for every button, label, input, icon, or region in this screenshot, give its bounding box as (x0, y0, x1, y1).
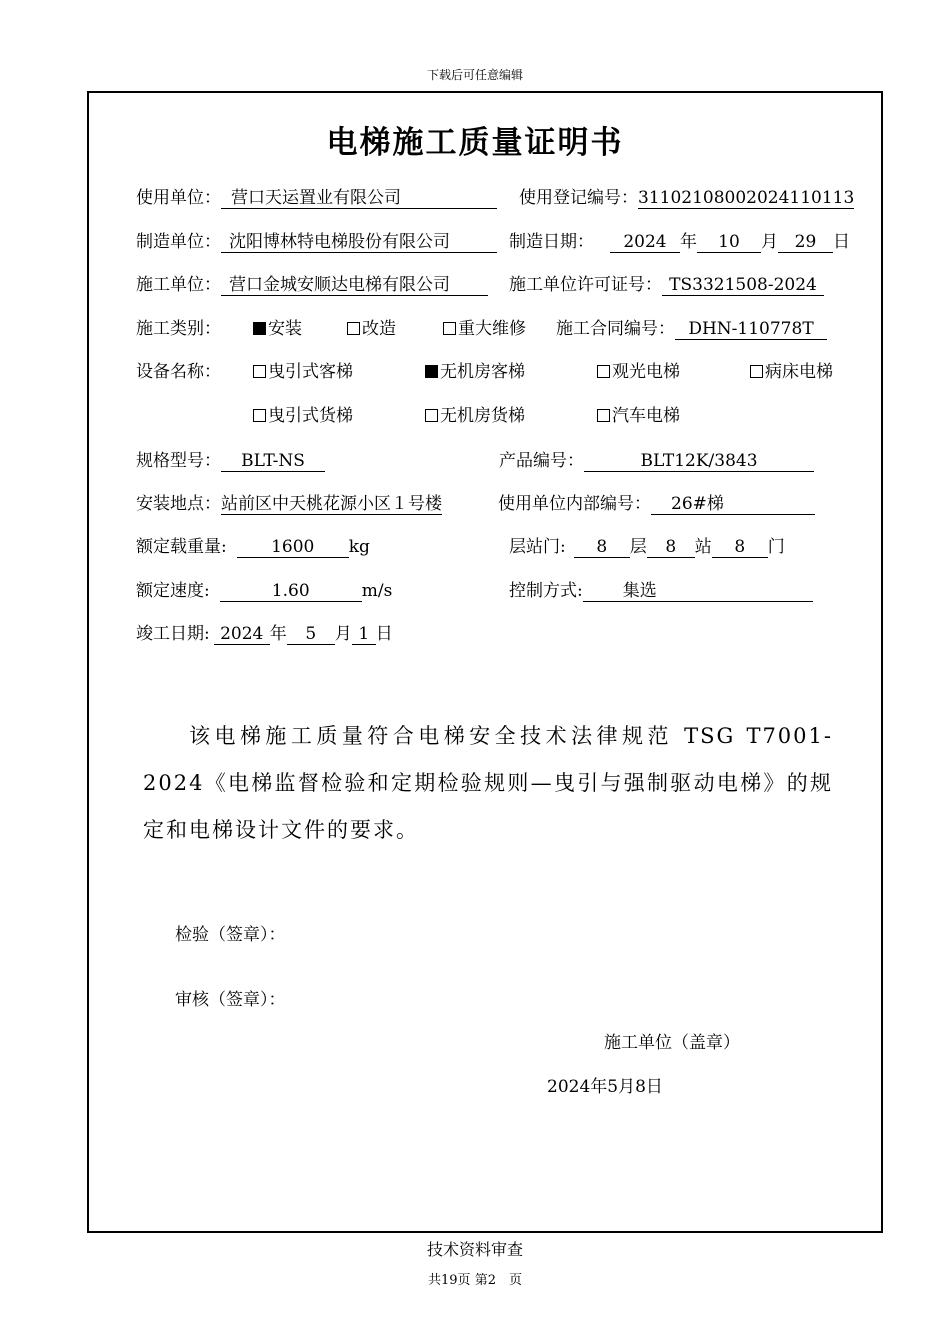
done-label: 竣工日期: (136, 624, 210, 644)
internal-value: 26#梯 (651, 494, 815, 515)
done-year: 2024 (214, 624, 270, 645)
product-value: BLT12K/3843 (584, 451, 814, 472)
site-value: 站前区中天桃花源小区１号楼 (221, 494, 442, 514)
header-note: 下载后可任意编辑 (426, 68, 523, 82)
checkbox-empty-icon (750, 365, 763, 378)
row-user (136, 186, 497, 210)
checkbox-empty-icon (347, 322, 360, 335)
done-month: 5 (287, 624, 335, 645)
year-char: 年 (269, 624, 287, 644)
row-load (136, 535, 370, 559)
control-value: 集选 (583, 581, 813, 602)
statement-text: 该电梯施工质量符合电梯安全技术法律规范 TSG T7001-2024《电梯监督检验和定期检验规则—曳引与强制驱动电梯》的规定和电梯设计文件的要求。 (143, 724, 833, 842)
device-option-mrl-passenger[interactable]: 无机房客梯 (425, 360, 525, 384)
document-frame (87, 91, 883, 1233)
floor-char: 层 (629, 537, 647, 557)
checkbox-empty-icon (597, 365, 610, 378)
mfg-year: 2024 (610, 232, 680, 253)
floors-field (509, 535, 785, 559)
contract-label: 施工合同编号： (556, 319, 675, 339)
checkbox-checked-icon (425, 365, 438, 378)
device-option-mrl-freight[interactable]: 无机房货梯 (425, 404, 525, 428)
row-type (136, 317, 221, 341)
checkbox-empty-icon (253, 409, 266, 422)
device-label: 设备名称： (136, 362, 221, 382)
row-builder (136, 273, 488, 297)
checkbox-empty-icon (425, 409, 438, 422)
load-unit: kg (348, 537, 370, 557)
type-option-install[interactable]: 安装 (253, 317, 302, 341)
mfg-date-field (509, 230, 850, 254)
month-char: 月 (761, 232, 778, 252)
type-option-repair[interactable]: 重大维修 (443, 317, 526, 341)
control-label: 控制方式: (509, 581, 583, 601)
control-field (509, 579, 813, 603)
license-field (509, 273, 824, 297)
row-device (136, 360, 221, 384)
user-value: 营口天运置业有限公司 (221, 188, 497, 209)
device-option-traction-passenger[interactable]: 曳引式客梯 (253, 360, 353, 384)
checkbox-checked-icon (253, 322, 266, 335)
row-done (136, 622, 393, 646)
mfg-month: 10 (697, 232, 761, 253)
checkbox-empty-icon (253, 365, 266, 378)
stamp-label: 施工单位（盖章） (604, 1033, 740, 1053)
device-option-bed[interactable]: 病床电梯 (750, 360, 833, 384)
done-day: 1 (352, 624, 376, 645)
speed-value: 1.60 (220, 581, 362, 602)
device-option-observation[interactable]: 观光电梯 (597, 360, 680, 384)
footer-title: 技术资料审查 (426, 1240, 523, 1259)
reg-value: 31102108002024110113 (638, 188, 855, 208)
mfg-day: 29 (778, 232, 833, 253)
type-option-modify[interactable]: 改造 (347, 317, 396, 341)
site-label: 安装地点： (136, 494, 221, 514)
maker-value: 沈阳博林特电梯股份有限公司 (221, 232, 497, 253)
device-option-traction-freight[interactable]: 曳引式货梯 (253, 404, 353, 428)
contract-field (556, 317, 827, 341)
footer-page: 共19页 第2 页 (428, 1273, 522, 1288)
builder-value: 营口金城安顺达电梯有限公司 (221, 275, 488, 296)
internal-field (498, 492, 815, 516)
license-value: TS3321508-2024 (662, 275, 824, 296)
row-maker (136, 230, 497, 254)
day-char: 日 (833, 232, 850, 252)
reg-label: 使用登记编号： (519, 188, 638, 208)
doors-value: 8 (712, 537, 768, 558)
review-signature-label: 审核（签章）： (175, 990, 286, 1010)
floors-value: 8 (574, 537, 630, 558)
license-label: 施工单位许可证号： (509, 275, 662, 295)
product-field (499, 449, 814, 473)
user-label: 使用单位： (136, 188, 221, 208)
model-label: 规格型号： (136, 451, 221, 471)
row-site (136, 492, 442, 516)
internal-label: 使用单位内部编号： (498, 494, 651, 514)
model-value: BLT-NS (221, 451, 325, 472)
door-char: 门 (767, 537, 785, 557)
stop-char: 站 (694, 537, 712, 557)
page-title: 电梯施工质量证明书 (326, 125, 624, 161)
sign-date: 2024年5月8日 (547, 1077, 663, 1097)
builder-label: 施工单位： (136, 275, 221, 295)
maker-label: 制造单位： (136, 232, 221, 252)
stops-value: 8 (647, 537, 695, 558)
device-option-car[interactable]: 汽车电梯 (597, 404, 680, 428)
inspect-signature-label: 检验（签章）： (175, 925, 286, 945)
load-value: 1600 (237, 537, 349, 558)
year-char: 年 (680, 232, 697, 252)
reg-field (519, 186, 854, 210)
speed-unit: m/s (361, 581, 393, 601)
product-label: 产品编号： (499, 451, 584, 471)
day-char: 日 (375, 624, 393, 644)
checkbox-empty-icon (443, 322, 456, 335)
mfg-date-label: 制造日期： (509, 232, 594, 252)
row-speed (136, 579, 392, 603)
row-model (136, 449, 325, 473)
floors-label: 层站门: (509, 537, 566, 557)
month-char: 月 (334, 624, 352, 644)
type-label: 施工类别： (136, 319, 221, 339)
speed-label: 额定速度: (136, 581, 210, 601)
contract-value: DHN-110778T (675, 319, 827, 340)
load-label: 额定载重量: (136, 537, 227, 557)
checkbox-empty-icon (597, 409, 610, 422)
